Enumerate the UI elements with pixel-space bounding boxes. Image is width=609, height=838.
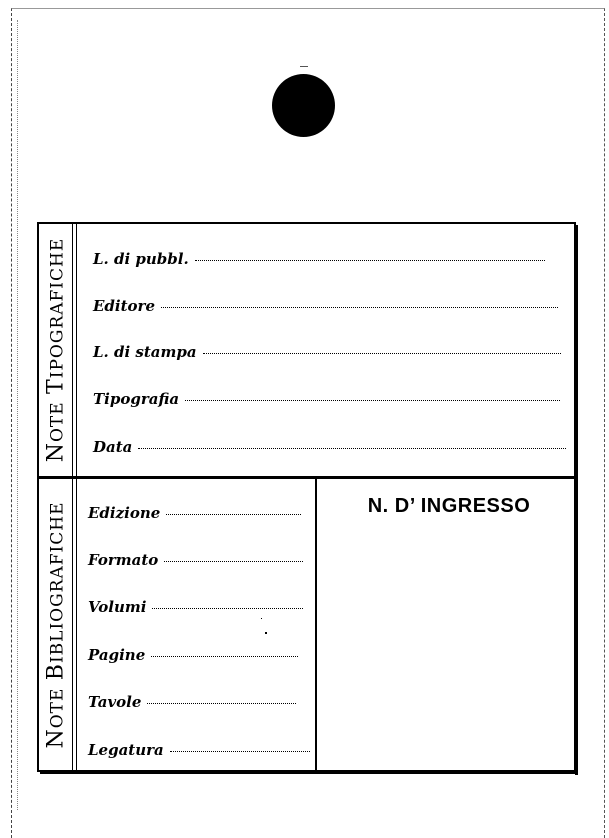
field-editore[interactable] [93,297,558,319]
field-formato[interactable] [88,551,303,573]
field-tipografia[interactable] [93,390,560,412]
punch-hole [272,74,335,137]
field-label: Formato [88,551,159,569]
section-label-bibliografiche: NOTE BIBLIOGRAFICHE [43,501,69,749]
form-frame-shadow-right [575,225,578,775]
field-dotted-line [203,353,561,354]
field-label: Volumi [88,598,147,616]
field-legatura[interactable] [88,741,310,763]
ink-speck [265,632,267,634]
field-dotted-line [152,608,303,609]
field-edizione[interactable] [88,504,301,526]
card-scratch-line [17,20,19,810]
field-dotted-line [151,656,298,657]
field-label: Edizione [88,504,161,522]
field-dotted-line [164,561,303,562]
field-label: Tavole [88,693,142,711]
field-label: L. di stampa [93,343,197,361]
section-label-tipografiche: NOTE TIPOGRAFICHE [43,237,69,463]
field-label: Data [93,438,133,456]
ink-speck [261,618,262,619]
field-dotted-line [185,400,560,401]
form-frame-shadow-bottom [40,771,578,774]
section-divider [37,476,576,479]
field-label: Pagine [88,646,146,664]
field-label: Tipografia [93,390,180,408]
field-luogo-stampa[interactable] [93,343,561,365]
field-data[interactable] [93,438,566,460]
field-pagine[interactable] [88,646,298,668]
field-luogo-pubblicazione[interactable] [93,250,545,272]
label-column-divider [72,479,73,771]
label-column-divider [76,479,77,771]
field-label: Editore [93,297,155,315]
field-dotted-line [161,307,558,308]
label-column-divider [76,224,77,476]
field-label: Legatura [88,741,164,759]
field-dotted-line [170,751,310,752]
label-column-divider [72,224,73,476]
field-dotted-line [147,703,296,704]
field-tavole[interactable] [88,693,296,715]
field-label: L. di pubbl. [93,250,189,268]
ingresso-column-divider [315,479,317,771]
field-volumi[interactable] [88,598,303,620]
numero-ingresso-label: N. D’ INGRESSO [367,495,531,517]
field-dotted-line [195,260,545,261]
hole-tick-mark [300,66,308,67]
field-dotted-line [166,514,301,515]
field-dotted-line [138,448,566,449]
